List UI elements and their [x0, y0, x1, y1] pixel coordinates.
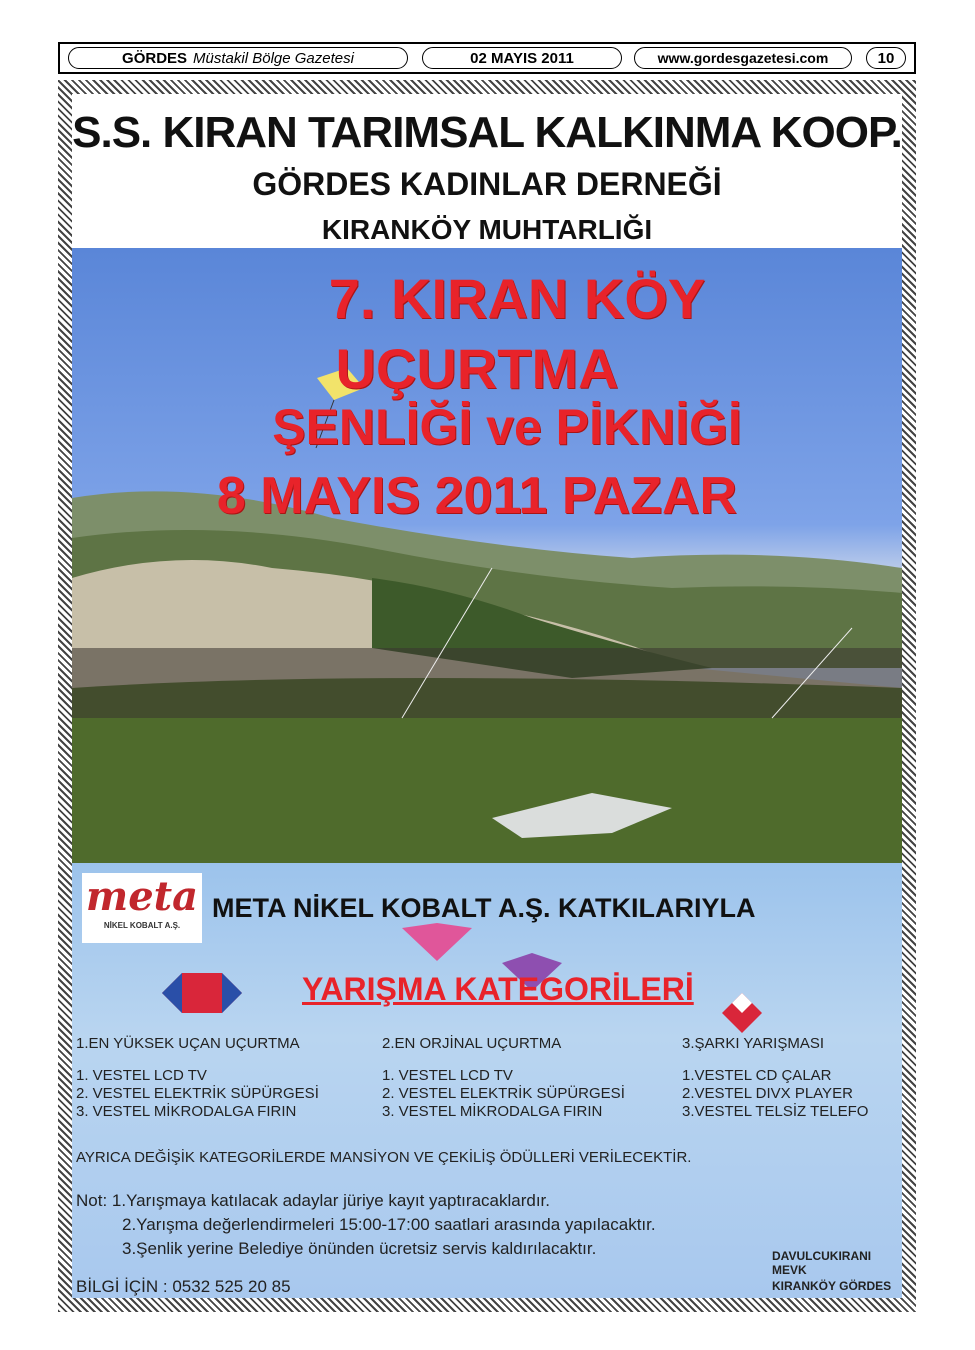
category-heading: 1.EN YÜKSEK UÇAN UÇURTMA [76, 1035, 300, 1052]
meta-logo [82, 873, 202, 943]
prize-item: 2. VESTEL ELEKTRİK SÜPÜRGESİ [382, 1085, 625, 1102]
page-number: 10 [866, 47, 906, 69]
categories-title: YARIŞMA KATEGORİLERİ [302, 971, 694, 1007]
prize-item: 1.VESTEL CD ÇALAR [682, 1067, 832, 1084]
paper-name: GÖRDES [122, 49, 188, 67]
competition-section [72, 863, 902, 1298]
organizer-womens-association: GÖRDES KADINLAR DERNEĞİ [252, 166, 722, 202]
organizers-block [72, 94, 902, 248]
prize-item: 3.VESTEL TELSİZ TELEFO [682, 1103, 869, 1120]
category-original-kite [382, 1035, 625, 1121]
category-highest-kite [76, 1035, 319, 1121]
event-kite-title: UÇURTMA [335, 337, 619, 400]
event-date: 8 MAYIS 2011 PAZAR [216, 467, 738, 525]
red-white-kite-icon [722, 993, 762, 1033]
red-blue-kite-icon [162, 973, 242, 1013]
paper-subtitle: Müstakil Bölge Gazetesi [193, 49, 354, 67]
category-heading: 3.ŞARKI YARIŞMASI [682, 1035, 824, 1052]
organizer-village-office: KIRANKÖY MUHTARLIĞI [321, 214, 653, 245]
prize-item: 2.VESTEL DIVX PLAYER [682, 1085, 853, 1102]
prize-item: 1. VESTEL LCD TV [76, 1067, 207, 1084]
paper-name-pill [68, 47, 408, 69]
prize-item: 2. VESTEL ELEKTRİK SÜPÜRGESİ [76, 1085, 319, 1102]
note-line-1: Not: 1.Yarışmaya katılacak adaylar jüriye kayıt yaptıracaklardır. [76, 1191, 550, 1210]
prize-item: 3. VESTEL MİKRODALGA FIRIN [382, 1103, 603, 1120]
additional-prizes-line: AYRICA DEĞİŞİK KATEGORİLERDE MANSİYON VE ÇEKİLİŞ ÖDÜLLERİ VERİLECEKTİR. [76, 1149, 692, 1166]
organizer-cooperative: S.S. KIRAN TARIMSAL KALKINMA KOOP. [72, 108, 902, 157]
location-line-1: DAVULCUKIRANI MEVK [772, 1249, 872, 1277]
meta-logo-subtitle: NİKEL KOBALT A.Ş. [103, 921, 181, 930]
category-heading: 2.EN ORJİNAL UÇURTMA [382, 1035, 562, 1052]
meta-logo-word: meta [85, 873, 199, 920]
event-festival-title: ŞENLİĞİ ve PİKNİĞİ [272, 399, 742, 455]
category-song-contest [682, 1035, 868, 1121]
festival-photo [72, 248, 902, 863]
info-phone-line: BİLGİ İÇİN : 0532 525 20 85 [76, 1277, 291, 1296]
prize-item: 3. VESTEL MİKRODALGA FIRIN [76, 1103, 297, 1120]
issue-date: 02 MAYIS 2011 [422, 47, 622, 69]
website-link[interactable]: www.gordesgazetesi.com [634, 47, 852, 69]
note-line-2: 2.Yarışma değerlendirmeleri 15:00-17:00 saatlari arasında yapılacaktır. [122, 1215, 656, 1234]
advertisement-frame [58, 80, 916, 1312]
event-edition-title: 7. KIRAN KÖY [328, 267, 706, 330]
pink-kite-icon [402, 923, 472, 963]
note-line-3: 3.Şenlik yerine Belediye önünden ücretsiz servis kaldırılacaktır. [122, 1239, 597, 1258]
sponsor-line: META NİKEL KOBALT A.Ş. KATKILARIYLA [212, 893, 756, 923]
location-line-2: KIRANKÖY GÖRDES [772, 1279, 892, 1293]
prize-item: 1. VESTEL LCD TV [382, 1067, 513, 1084]
newspaper-header [58, 42, 916, 74]
